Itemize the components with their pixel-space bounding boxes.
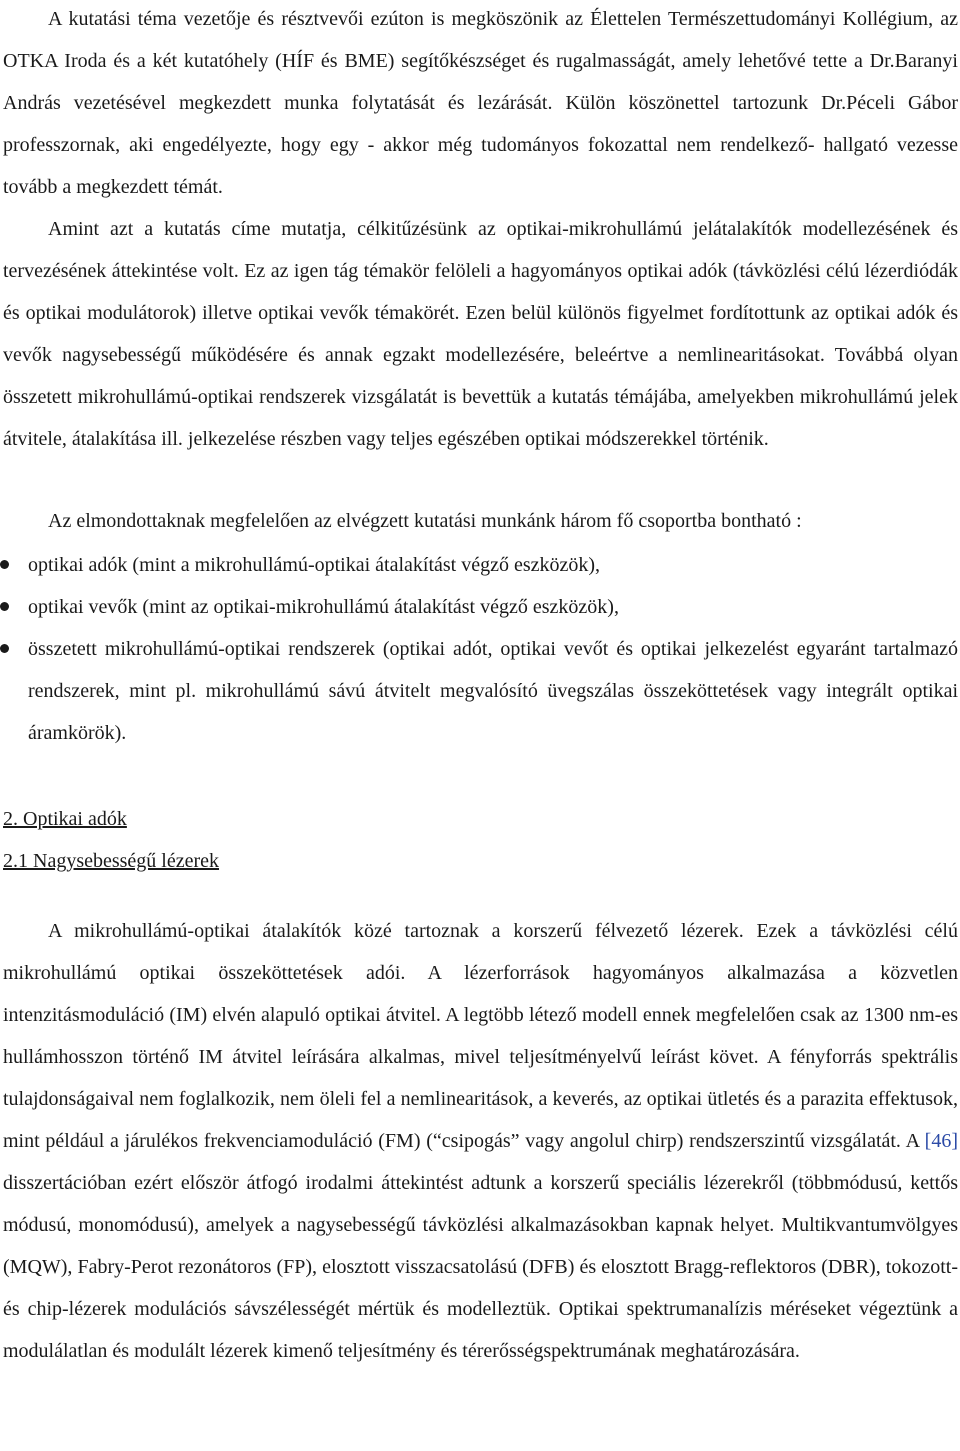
subsection-heading: 2.1 Nagysebességű lézerek — [3, 850, 220, 872]
paragraph-objective-text: Amint azt a kutatás címe mutatja, célkitűzésünk az optikai-mikrohullámú jelátalakítók modellezésének és tervezésének áttekintése volt. Ez az igen tág témakör felöleli a hagyományos optikai adók (távközlési célú lézerdiódák és optikai modulátorok) illetve optikai vevők témakörét. Ezen belül különös figyelmet fordítottunk az optikai adók és vevők nagysebességű működésére és annak egzakt modellezésére, beleértve a nemlinearitásokat. Továbbá olyan összetett mikrohullámú-optikai rendszerek vizsgálatát is bevettük a kutatás témájába, amelyekben mikrohullámú jelek átvitele, átalakítása ill. jelkezelése részben vagy teljes egészében optikai módszerekkel történik. — [3, 218, 958, 450]
bullet-dot-icon — [0, 602, 9, 611]
list-item-text: optikai vevők (mint az optikai-mikrohullámú átalakítást végző eszközök), — [28, 596, 619, 618]
list-item-text: összetett mikrohullámú-optikai rendszerek (optikai adót, optikai vevőt és optikai jelkezelést egyaránt tartalmazó rendszerek, mint pl. mikrohullámú sávú átvitelt megvalósító üvegszálas összeköttetések vagy integrált optikai áramkörök). — [28, 638, 958, 744]
list-item — [0, 586, 958, 628]
citation-link[interactable]: [46] — [924, 1130, 958, 1152]
section-heading: 2. Optikai adók — [3, 808, 127, 830]
list-item — [0, 628, 958, 754]
bullet-list — [0, 544, 958, 754]
paragraph-lasers-text: A mikrohullámú-optikai átalakítók közé tartoznak a korszerű félvezető lézerek. Ezek a távközlési célú mikrohullámú optikai összeköttetések adói. A lézerforrások hagyományos alkalmazása a közvetlen intenzitásmoduláció (IM) elvén alapuló optikai átvitel. A legtöbb létező modell ennek megfelelően csak az 1300 nm-es hullámhosszon történő IM átvitel leírására alkalmas, mivel teljesítményelvű leírást követ. A fényforrás spektrális tulajdonságaival nem foglalkozik, nem öleli fel a nemlinearitások, a keverés, az optikai ütletés és a parazita effektusok, mint például a járulékos frekvenciamoduláció (FM) (“csipogás” vagy angolul chirp) rendszerszintű vizsgálatát. A — [3, 920, 958, 1152]
bullet-dot-icon — [0, 560, 9, 569]
list-item — [0, 544, 958, 586]
paragraph-lasers — [3, 910, 958, 1372]
paragraph-acknowledgement — [3, 0, 958, 460]
paragraph-acknowledgement-text: A kutatási téma vezetője és résztvevői ezúton is megköszönik az Élettelen Természettudományi Kollégium, az OTKA Iroda és a két kutatóhely (HÍF és BME) segítőkészséget és rugalmasságát, amely lehetővé tette a Dr.Baranyi András vezetésével megkezdett munka folytatását és lezárását. Külön köszönettel tartozunk Dr.Péceli Gábor professzornak, aki engedélyezte, hogy egy - akkor még tudományos fokozattal nem rendelkező- hallgató vezesse tovább a megkezdett témát. — [3, 8, 958, 198]
paragraph-lasers-text-continued: disszertációban ezért először átfogó irodalmi áttekintést adtunk a korszerű speciális lézerekről (többmódusú, kettős módusú, monomódusú), amelyek a nagysebességű távközlési alkalmazásokban kapnak helyet. Multikvantumvölgyes (MQW), Fabry-Perot rezonátoros (FP), elosztott visszacsatolású (DFB) és elosztott Bragg-reflektoros (DBR), tokozott- és chip-lézerek modulációs sávszélességét mértük és modelleztük. Optikai spektrumanalízis méréseket végeztünk a modulálatlan és modulált lézerek kimenő teljesítmény és térerősségspektrumának meghatározására. — [3, 1172, 958, 1362]
bullet-dot-icon — [0, 644, 9, 653]
list-item-text: optikai adók (mint a mikrohullámú-optikai átalakítást végző eszközök), — [28, 554, 601, 576]
paragraph-summary-text: Az elmondottaknak megfelelően az elvégzett kutatási munkánk három fő csoportba bontható : — [48, 510, 802, 532]
paragraph-summary — [3, 500, 958, 542]
